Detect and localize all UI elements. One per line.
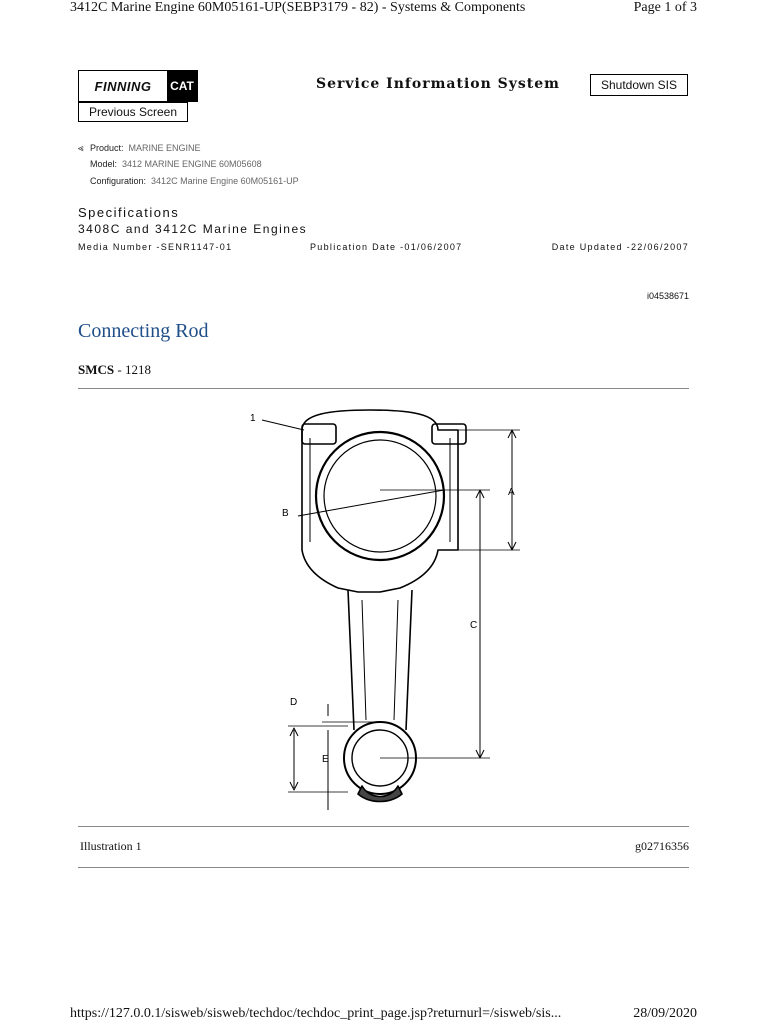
smcs-value: - 1218: [114, 362, 151, 377]
callout-a-label: A: [508, 487, 515, 498]
illustration-code: g02716356: [635, 839, 689, 853]
illustration-label: Illustration 1: [80, 839, 142, 853]
document-id: i04538671: [646, 291, 689, 301]
cat-logo-text: CAT: [167, 71, 197, 101]
section-subtitle: 3408C and 3412C Marine Engines: [78, 222, 308, 236]
smcs-label: SMCS: [78, 362, 115, 377]
divider-top: [78, 388, 689, 389]
breadcrumb-product: [90, 143, 201, 153]
bolt-head-left: [302, 424, 336, 444]
callout-c-label: C: [470, 620, 478, 631]
breadcrumb-model: [90, 159, 262, 169]
product-value[interactable]: MARINE ENGINE: [128, 143, 201, 153]
divider-illustration-bottom: [78, 867, 689, 868]
date-updated: Date Updated -22/06/2007: [551, 242, 689, 252]
connecting-rod-illustration: [230, 400, 550, 820]
callout-1-leader: [262, 420, 304, 430]
model-label: Model:: [90, 159, 118, 169]
dimension-de-extension-lines: [288, 722, 380, 792]
print-header-page: Page 1 of 3: [633, 0, 697, 15]
finning-cat-logo: [78, 70, 198, 102]
rod-shank-web: [362, 600, 398, 720]
big-end-bore-inner: [324, 440, 436, 552]
print-footer-url: https://127.0.0.1/sisweb/sisweb/techdoc/techdoc_print_page.jsp?returnurl=/sisweb/sis...: [70, 1006, 562, 1021]
smcs-code: [78, 362, 151, 378]
product-label: Product:: [90, 143, 124, 153]
callout-e-label: E: [322, 754, 329, 765]
shutdown-sis-button[interactable]: Shutdown SIS: [590, 74, 688, 96]
model-value[interactable]: 3412 MARINE ENGINE 60M05608: [122, 159, 262, 169]
callout-b-label: B: [282, 508, 289, 519]
print-header-title: 3412C Marine Engine 60M05161-UP(SEBP3179 - 82) - Systems & Components: [70, 0, 526, 15]
callout-d-label: D: [290, 697, 298, 708]
page-title: Connecting Rod: [78, 320, 209, 342]
divider-illustration-top: [78, 826, 689, 827]
media-number: Media Number -SENR1147-01: [78, 242, 233, 252]
dimension-b-line: [298, 490, 444, 516]
configuration-value[interactable]: 3412C Marine Engine 60M05161-UP: [151, 176, 299, 186]
rod-shank-outline: [348, 590, 412, 730]
finning-logo-text: FINNING: [94, 78, 152, 94]
print-footer-date: 28/09/2020: [633, 1006, 697, 1021]
big-end-bore-outer: [316, 432, 444, 560]
service-information-system-title: Service Information System: [316, 76, 560, 92]
section-title: Specifications: [78, 205, 180, 220]
previous-screen-button[interactable]: Previous Screen: [78, 102, 188, 122]
back-arrow-icon[interactable]: ⪡: [78, 143, 84, 154]
publication-date: Publication Date -01/06/2007: [310, 242, 463, 252]
configuration-label: Configuration:: [90, 176, 147, 186]
breadcrumb-configuration: [90, 176, 299, 186]
callout-1-label: 1: [250, 413, 256, 424]
